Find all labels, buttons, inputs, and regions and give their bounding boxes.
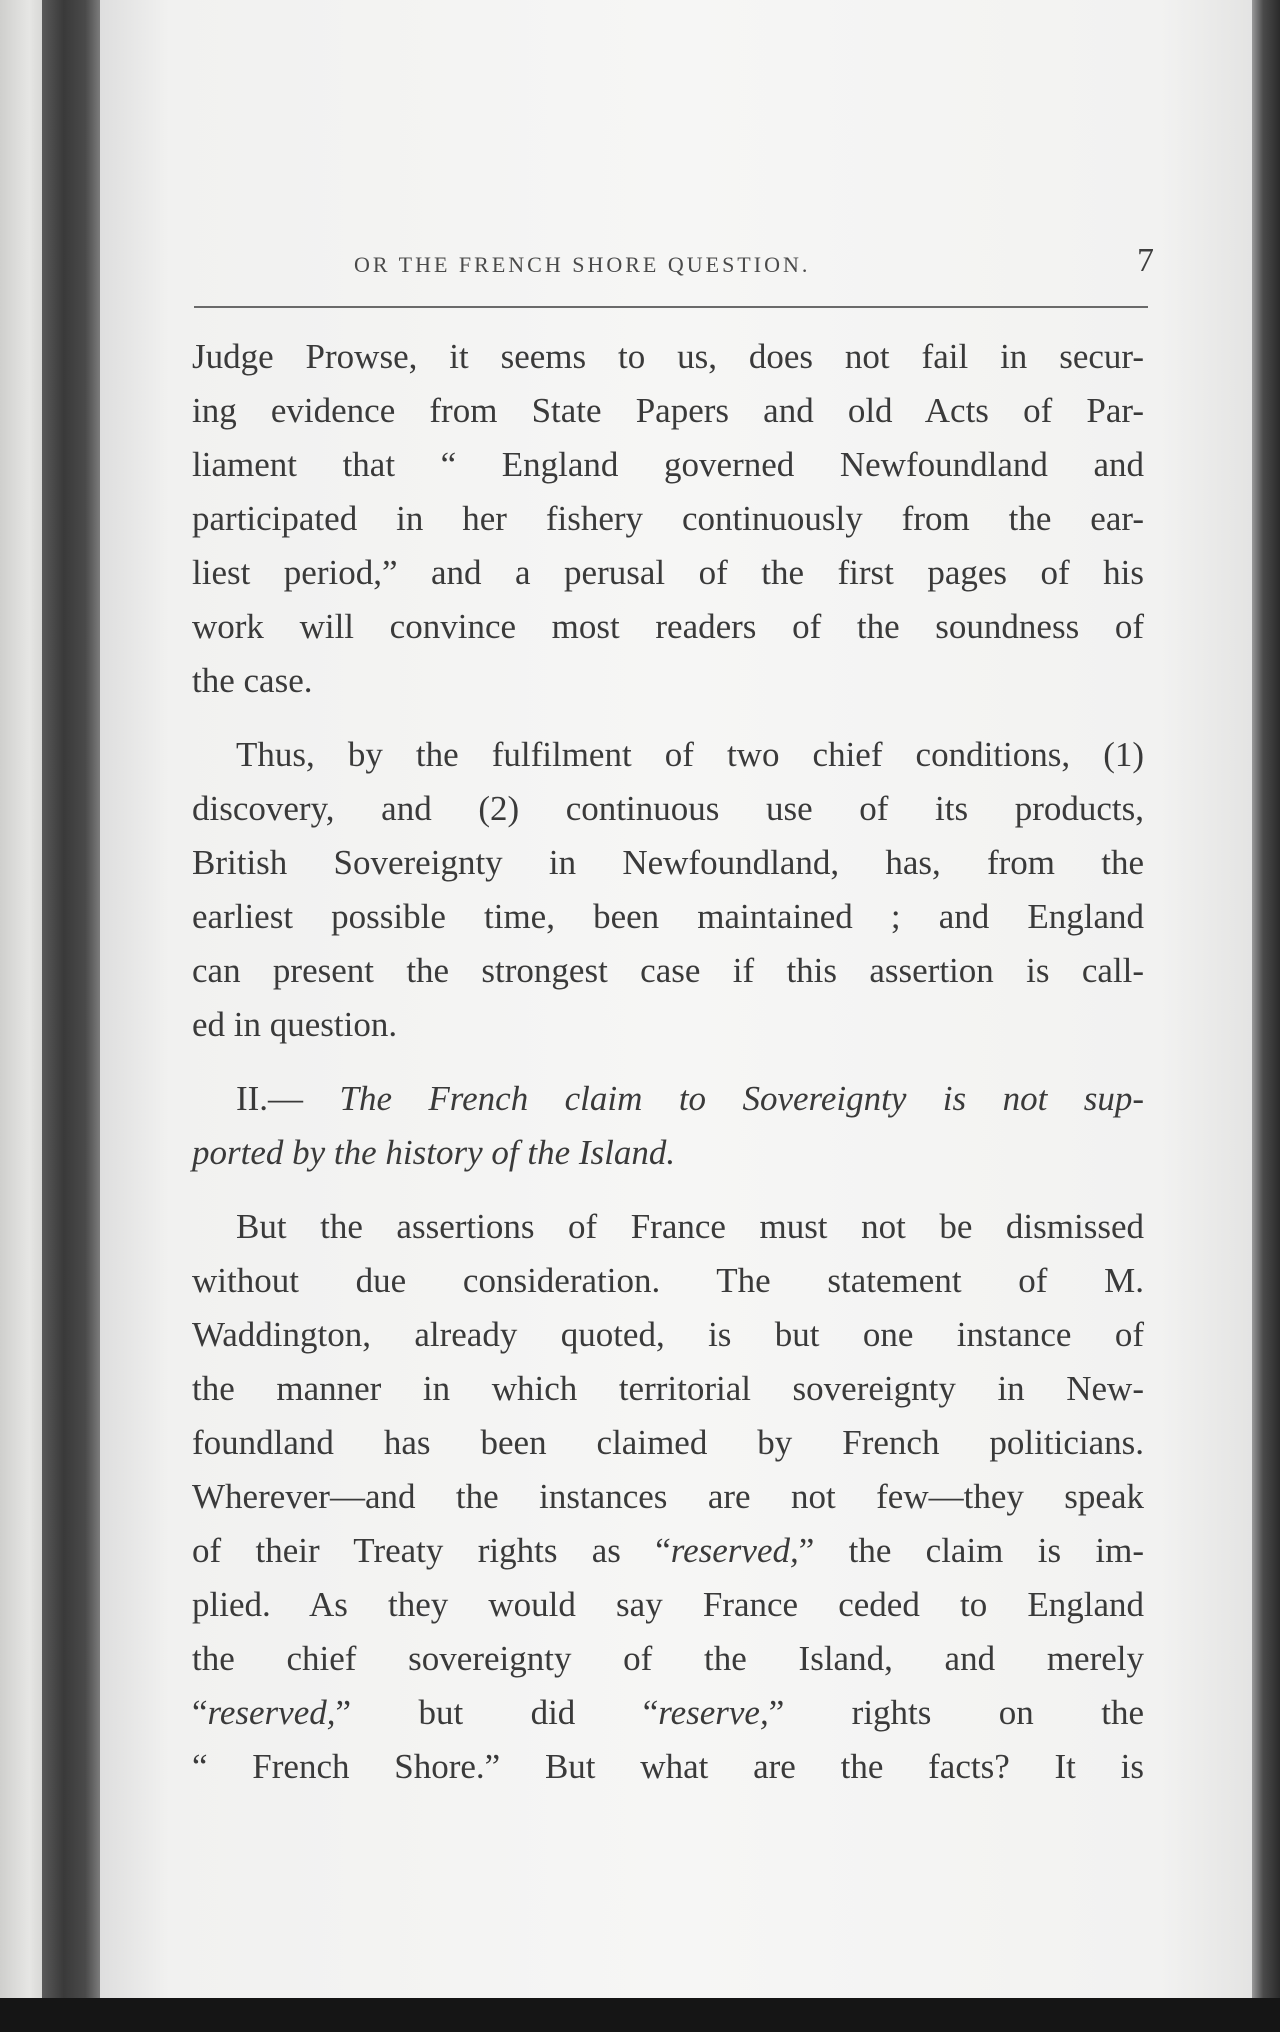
text-run: ” but did “ <box>335 1693 659 1732</box>
text-run: ” the claim is im- <box>798 1531 1144 1570</box>
text-line: Judge Prowse, it seems to us, does not fail in secur- <box>192 337 1144 376</box>
running-title: OR THE FRENCH SHORE QUESTION. <box>354 252 811 277</box>
book-page <box>100 0 1252 1998</box>
heading-numeral: II.— <box>236 1079 304 1118</box>
text-line: the case. <box>192 661 313 700</box>
text-line: can present the strongest case if this assertion is call- <box>192 951 1144 990</box>
text-line: But the assertions of France must not be dismissed <box>236 1207 1144 1246</box>
emphasis: reserved, <box>670 1531 799 1570</box>
text-line: Thus, by the fulfilment of two chief conditions, (1) <box>236 735 1144 774</box>
bottom-scan-border <box>0 1998 1280 2032</box>
right-page-edge <box>1252 0 1280 2032</box>
text-line: earliest possible time, been maintained ; and England <box>192 897 1144 936</box>
heading-line <box>192 1072 1144 1126</box>
text-line: British Sovereignty in Newfoundland, has, from the <box>192 843 1144 882</box>
header-rule <box>194 306 1148 308</box>
text-line <box>192 1686 1144 1740</box>
text-run: of their Treaty rights as “ <box>192 1531 671 1570</box>
text-line: liest period,” and a perusal of the first pages of his <box>192 553 1144 592</box>
paragraph-3 <box>192 1200 1144 1794</box>
text-line: ed in question. <box>192 1005 398 1044</box>
text-line: the manner in which territorial sovereignty in New- <box>192 1369 1144 1408</box>
body-text <box>192 330 1144 1794</box>
paragraph-1 <box>192 330 1144 708</box>
paragraph-2 <box>192 728 1144 1052</box>
text-line: ing evidence from State Papers and old Acts of Par- <box>192 391 1144 430</box>
binding-gutter <box>42 0 104 2000</box>
emphasis: reserve, <box>658 1693 769 1732</box>
text-line: work will convince most readers of the soundness of <box>192 607 1144 646</box>
running-head <box>194 242 1154 288</box>
text-line: foundland has been claimed by French politicians. <box>192 1423 1144 1462</box>
text-line: discovery, and (2) continuous use of its products, <box>192 789 1144 828</box>
text-line: “ French Shore.” But what are the facts? It is <box>192 1747 1144 1786</box>
heading-text: The French claim to Sovereignty is not sup- <box>339 1079 1145 1118</box>
heading-line: ported by the history of the Island. <box>192 1133 676 1172</box>
text-line: participated in her fishery continuously from the ear- <box>192 499 1144 538</box>
text-line: without due consideration. The statement of M. <box>192 1261 1144 1300</box>
facing-page-edge <box>0 0 42 2000</box>
page-number: 7 <box>1137 242 1154 279</box>
text-line: plied. As they would say France ceded to England <box>192 1585 1144 1624</box>
text-line: the chief sovereignty of the Island, and merely <box>192 1639 1144 1678</box>
emphasis: reserved, <box>207 1693 336 1732</box>
text-line: Waddington, already quoted, is but one instance of <box>192 1315 1144 1354</box>
text-run: “ <box>192 1693 208 1732</box>
text-line: Wherever—and the instances are not few—they speak <box>192 1477 1144 1516</box>
section-heading <box>192 1072 1144 1180</box>
text-line <box>192 1524 1144 1578</box>
text-line: liament that “ England governed Newfoundland and <box>192 445 1144 484</box>
text-run: ” rights on the <box>768 1693 1144 1732</box>
